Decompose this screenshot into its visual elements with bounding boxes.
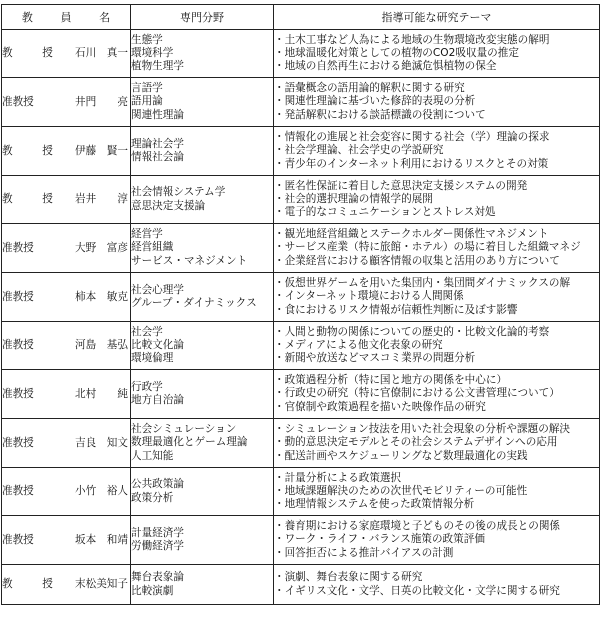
research-theme: ・サービス産業（特に旅館・ホテル）の場に着目した組織マネジ xyxy=(274,241,581,254)
faculty-name: 河島 基弘 xyxy=(75,339,128,352)
faculty-name-cell xyxy=(2,78,131,127)
faculty-name: 大野 富彦 xyxy=(75,241,128,254)
specialty-item: 関連性理論 xyxy=(131,108,184,121)
specialty-cell xyxy=(131,273,274,322)
research-theme: ・地域課題解決のための次世代モビリティーの可能性 xyxy=(274,484,528,497)
research-theme: ・発話解釈における談話標識の役割について xyxy=(274,108,486,121)
specialty-cell xyxy=(131,78,274,127)
research-theme: ・政策過程分析（特に国と地方の関係を中心に） xyxy=(274,374,508,387)
specialty-item: 生態学 xyxy=(131,33,163,46)
specialty-cell xyxy=(131,322,274,370)
faculty-name-cell xyxy=(2,370,131,419)
faculty-rank: 教 授 xyxy=(2,193,63,206)
themes-cell xyxy=(274,127,600,176)
themes-cell xyxy=(274,565,600,605)
faculty-row xyxy=(2,273,600,322)
specialty-item: 社会心理学 xyxy=(131,283,184,296)
faculty-row xyxy=(2,224,600,273)
research-theme: ・青少年のインターネット利用におけるリスクとその対策 xyxy=(274,157,549,170)
faculty-name-cell xyxy=(2,176,131,224)
research-theme: ・地域の自然再生における絶滅危惧植物の保全 xyxy=(274,60,497,73)
specialty-item: 比較演劇 xyxy=(131,584,174,597)
specialty-item: 植物生理学 xyxy=(131,60,184,73)
faculty-name: 伊藤 賢一 xyxy=(75,144,128,157)
specialty-item: 公共政策論 xyxy=(131,478,184,491)
specialty-item: 計量経済学 xyxy=(131,526,184,539)
faculty-name: 柿本 敏克 xyxy=(75,290,128,303)
themes-cell xyxy=(274,176,600,224)
specialty-item: 環境倫理 xyxy=(131,352,174,365)
specialty-item: 環境科学 xyxy=(131,46,174,59)
faculty-name-group xyxy=(2,194,130,205)
research-theme: ・ワーク・ライフ・バランス施策の政策評価 xyxy=(274,533,485,546)
faculty-rank: 教 授 xyxy=(2,47,63,60)
research-theme: ・行政史の研究（特に官僚制における公文書管理について） xyxy=(274,387,560,400)
specialty-item: 舞台表象論 xyxy=(131,571,184,584)
faculty-rank: 准教授 xyxy=(2,339,34,352)
research-theme: ・地理情報システムを使った政策情報分析 xyxy=(274,498,475,511)
specialty-item: 理論社会学 xyxy=(131,137,184,150)
research-theme: ・メディアによる他文化表象の研究 xyxy=(274,338,443,351)
specialty-cell xyxy=(131,176,274,224)
faculty-name-cell xyxy=(2,419,131,468)
specialty-item: 行政学 xyxy=(131,380,163,393)
specialty-cell xyxy=(131,565,274,605)
faculty-rank: 教 授 xyxy=(2,578,63,591)
faculty-name: 吉良 知文 xyxy=(75,436,128,449)
specialty-item: 意思決定支援論 xyxy=(131,199,206,212)
faculty-name-cell xyxy=(2,127,131,176)
research-theme: ・企業経営における顧客情報の収集と活用のあり方について xyxy=(274,254,560,267)
specialty-item: 労働経済学 xyxy=(131,540,184,552)
specialty-cell xyxy=(131,224,274,273)
specialty-item: 社会情報システム学 xyxy=(131,186,226,199)
faculty-name-group xyxy=(2,389,130,400)
research-theme: ・地球温暖化対策としての植物のCO2吸収量の推定 xyxy=(274,46,519,59)
header-themes: 指導可能な研究テーマ xyxy=(274,5,600,30)
research-theme: ・人間と動物の関係についての歴史的・比較文化論的考察 xyxy=(274,325,550,338)
faculty-row xyxy=(2,468,600,516)
faculty-rank: 准教授 xyxy=(2,95,34,108)
faculty-name-group xyxy=(2,438,130,449)
faculty-rank: 准教授 xyxy=(2,387,34,400)
faculty-name-cell xyxy=(2,224,131,273)
faculty-name-group xyxy=(2,243,130,254)
faculty-table xyxy=(1,4,600,605)
faculty-name-group xyxy=(2,340,130,351)
specialty-cell xyxy=(131,127,274,176)
faculty-name-group xyxy=(2,535,130,546)
specialty-item: サービス・マネジメント xyxy=(131,254,248,267)
faculty-row xyxy=(2,30,600,78)
research-theme: ・語彙概念の語用論的解釈に関する研究 xyxy=(274,82,465,95)
research-theme: ・社会的選択理論の情報学的展開 xyxy=(274,192,433,205)
research-theme: ・食におけるリスク情報が信頼性判断に及ぼす影響 xyxy=(274,303,518,316)
faculty-name: 末松美知子 xyxy=(75,578,128,591)
faculty-row xyxy=(2,127,600,176)
research-theme: ・イギリス文化・文学、日英の比較文化・文学に関する研究 xyxy=(274,584,560,597)
faculty-name-group xyxy=(2,97,130,108)
research-theme: ・観光地経営組織とステークホルダー関係性マネジメント xyxy=(274,228,549,241)
themes-cell xyxy=(274,370,600,419)
header-name-char: 員 xyxy=(60,10,72,24)
themes-cell xyxy=(274,468,600,516)
faculty-name: 北村 純 xyxy=(75,387,128,400)
faculty-name-cell xyxy=(2,273,131,322)
research-theme: ・新聞や放送などマスコミ業界の問題分析 xyxy=(274,352,476,365)
faculty-row xyxy=(2,565,600,605)
faculty-name: 小竹 裕人 xyxy=(75,485,128,498)
header-name-char: 名 xyxy=(99,10,111,24)
specialty-item: 地方自治論 xyxy=(131,394,184,406)
faculty-rows xyxy=(2,30,600,605)
specialty-item: 社会シミュレーション xyxy=(131,423,237,436)
research-theme: ・社会学理論、社会学史の学説研究 xyxy=(274,144,444,157)
research-theme: ・匿名性保証に着目した意思決定支援システムの開発 xyxy=(274,179,528,192)
specialty-cell xyxy=(131,30,274,78)
research-theme: ・情報化の進展と社会変容に関する社会（学）理論の探求 xyxy=(274,131,550,144)
specialty-item: 政策分析 xyxy=(131,491,174,504)
faculty-name: 石川 真一 xyxy=(75,47,128,60)
specialty-cell xyxy=(131,468,274,516)
faculty-name: 岩井 淳 xyxy=(75,193,128,206)
specialty-item: グループ・ダイナミックス xyxy=(131,297,257,309)
specialty-cell xyxy=(131,370,274,419)
research-theme: ・計量分析による政策選択 xyxy=(274,471,402,484)
specialty-item: 人工知能 xyxy=(131,449,174,462)
themes-cell xyxy=(274,273,600,322)
specialty-item: 言語学 xyxy=(131,82,163,95)
specialty-item: 社会学 xyxy=(131,325,163,338)
research-theme: ・配送計画やスケジューリングなど数理最適化の実践 xyxy=(274,449,528,462)
research-theme: ・回答拒否による推計バイアスの計測 xyxy=(274,546,454,559)
themes-cell xyxy=(274,30,600,78)
faculty-row xyxy=(2,78,600,127)
specialty-item: 語用論 xyxy=(131,95,163,108)
research-theme: ・仮想世界ゲームを用いた集団内・集団間ダイナミックスの解 xyxy=(274,277,571,290)
themes-cell xyxy=(274,78,600,127)
faculty-row xyxy=(2,419,600,468)
research-theme: ・土木工事など人為による地域の生物環境改変実態の解明 xyxy=(274,33,550,46)
faculty-rank: 教 授 xyxy=(2,144,63,157)
faculty-rank: 准教授 xyxy=(2,485,34,498)
faculty-name-group xyxy=(2,292,130,303)
themes-cell xyxy=(274,322,600,370)
specialty-item: 情報社会論 xyxy=(131,151,184,163)
faculty-rank: 准教授 xyxy=(2,436,34,449)
specialty-item: 経営学 xyxy=(131,228,163,241)
faculty-name-group xyxy=(2,146,130,157)
themes-cell xyxy=(274,419,600,468)
research-theme: ・インターネット環境における人間関係 xyxy=(274,290,464,303)
research-theme: ・動的意思決定モデルとその社会システムデザインへの応用 xyxy=(274,436,558,449)
themes-cell xyxy=(274,516,600,565)
themes-cell xyxy=(274,224,600,273)
faculty-name-cell xyxy=(2,322,131,370)
faculty-row xyxy=(2,176,600,224)
specialty-cell xyxy=(131,419,274,468)
specialty-item: 比較文化論 xyxy=(131,338,184,351)
faculty-name-cell xyxy=(2,516,131,565)
research-theme: ・関連性理論に基づいた修辞的表現の分析 xyxy=(274,95,476,108)
faculty-name-group xyxy=(2,486,130,497)
faculty-rank: 准教授 xyxy=(2,533,34,546)
faculty-rank: 准教授 xyxy=(2,290,34,303)
faculty-row xyxy=(2,370,600,419)
header-specialty: 専門分野 xyxy=(131,5,274,30)
faculty-name-group xyxy=(2,48,130,59)
research-theme: ・演劇、舞台表象に関する研究 xyxy=(274,571,423,584)
research-theme: ・養育期における家庭環境と子どものその後の成長との関係 xyxy=(274,520,561,533)
table-header-row xyxy=(2,5,600,30)
specialty-item: 数理最適化とゲーム理論 xyxy=(131,436,248,449)
specialty-item: 経営組織 xyxy=(131,241,174,254)
specialty-cell xyxy=(131,516,274,565)
faculty-row xyxy=(2,322,600,370)
research-theme: ・官僚制や政策過程を描いた映像作品の研究 xyxy=(274,400,486,413)
header-name-char: 教 xyxy=(21,10,33,24)
faculty-rank: 准教授 xyxy=(2,241,34,254)
research-theme: ・シミュレーション技法を用いた社会現象の分析や課題の解決 xyxy=(274,423,570,436)
faculty-row xyxy=(2,516,600,565)
faculty-name-group xyxy=(2,579,130,590)
faculty-name-cell xyxy=(2,468,131,516)
header-name xyxy=(2,5,131,30)
faculty-name-cell xyxy=(2,565,131,605)
faculty-name: 坂本 和靖 xyxy=(75,533,128,546)
faculty-name-cell xyxy=(2,30,131,78)
research-theme: ・電子的なコミュニケーションとストレス対処 xyxy=(274,206,496,219)
faculty-name: 井門 亮 xyxy=(75,95,128,108)
